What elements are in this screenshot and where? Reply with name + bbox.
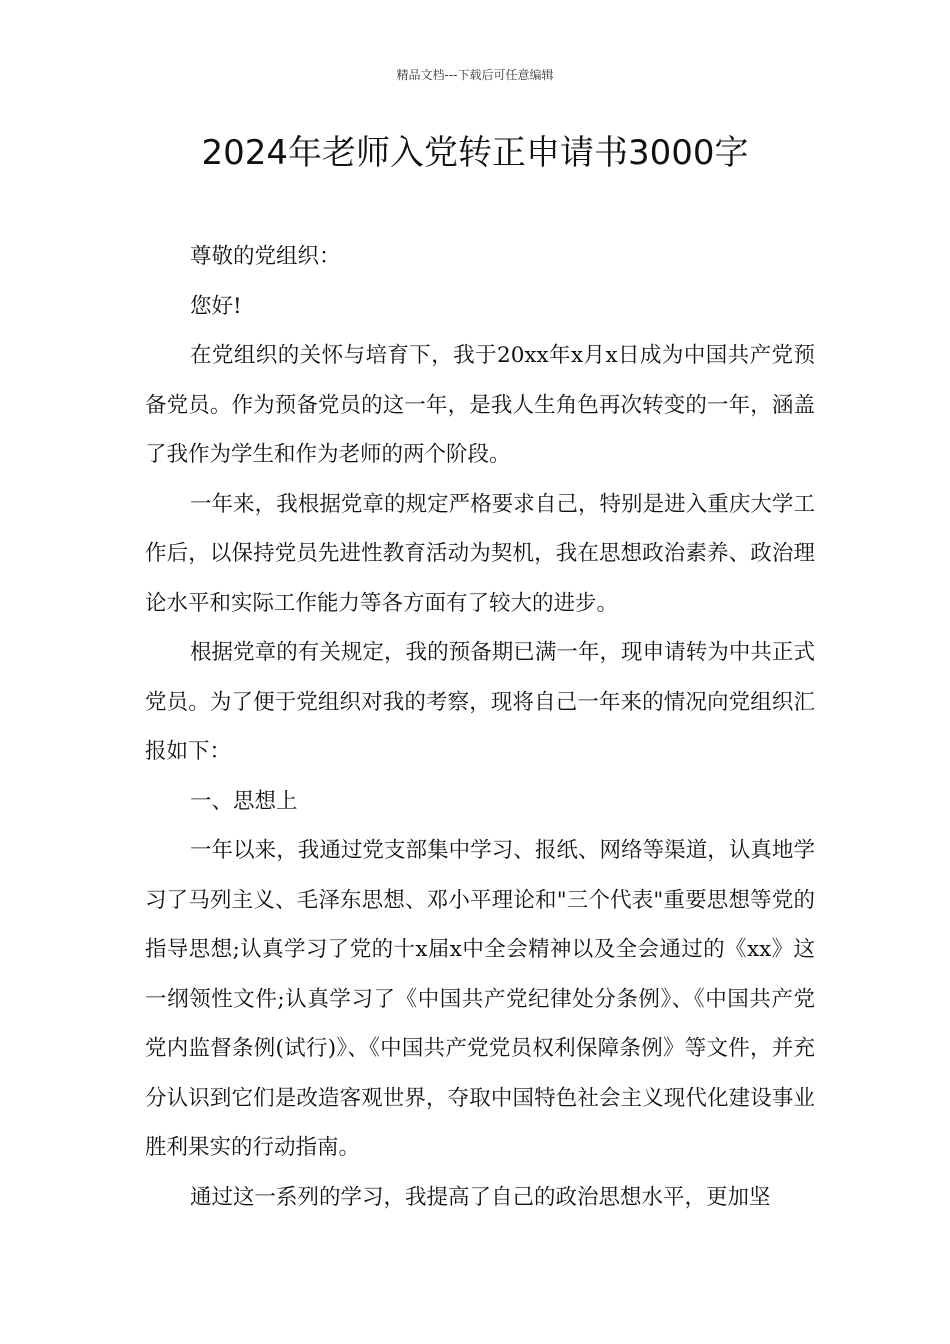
document-title: 2024年老师入党转正申请书3000字 — [201, 133, 749, 173]
greeting: 您好! — [190, 293, 242, 319]
body-paragraph: 根据党章的有关规定，我的预备期已满一年，现申请转为中共正式党员。为了便于党组织对我的考察，现将自己一年来的情况向党组织汇报如下： — [145, 640, 815, 764]
section-heading: 一、思想上 — [190, 788, 298, 814]
body-paragraph: 一年来，我根据党章的规定严格要求自己，特别是进入重庆大学工作后，以保持党员先进性教育活动为契机，我在思想政治素养、政治理论水平和实际工作能力等各方面有了较大的进步。 — [145, 491, 815, 616]
body-paragraph: 在党组织的关怀与培育下，我于20xx年x月x日成为中国共产党预备党员。作为预备党员的这一年，是我人生角色再次转变的一年，涵盖了我作为学生和作为老师的两个阶段。 — [145, 343, 815, 467]
document-body — [145, 232, 815, 1222]
body-paragraph: 一年以来，我通过党支部集中学习、报纸、网络等渠道，认真地学习了马列主义、毛泽东思想、邓小平理论和"三个代表"重要思想等党的指导思想;认真学习了党的十x届x中全会精神以及全会通过的《xx》这一纲领性文件;认真学习了《中国共产党纪律处分条例》、《中国共产党党内监督条例(试行)》、《中国共产党党员权利保障条例》等文件，并充分认识到它们是改造客观世界，夺取中国特色社会主义现代化建设事业胜利果实的行动指南。 — [145, 838, 815, 1160]
header-note: 精品文档---下载后可任意编辑 — [396, 68, 554, 82]
body-paragraph: 通过这一系列的学习，我提高了自己的政治思想水平，更加坚 — [190, 1184, 771, 1210]
salutation: 尊敬的党组织： — [190, 244, 341, 269]
